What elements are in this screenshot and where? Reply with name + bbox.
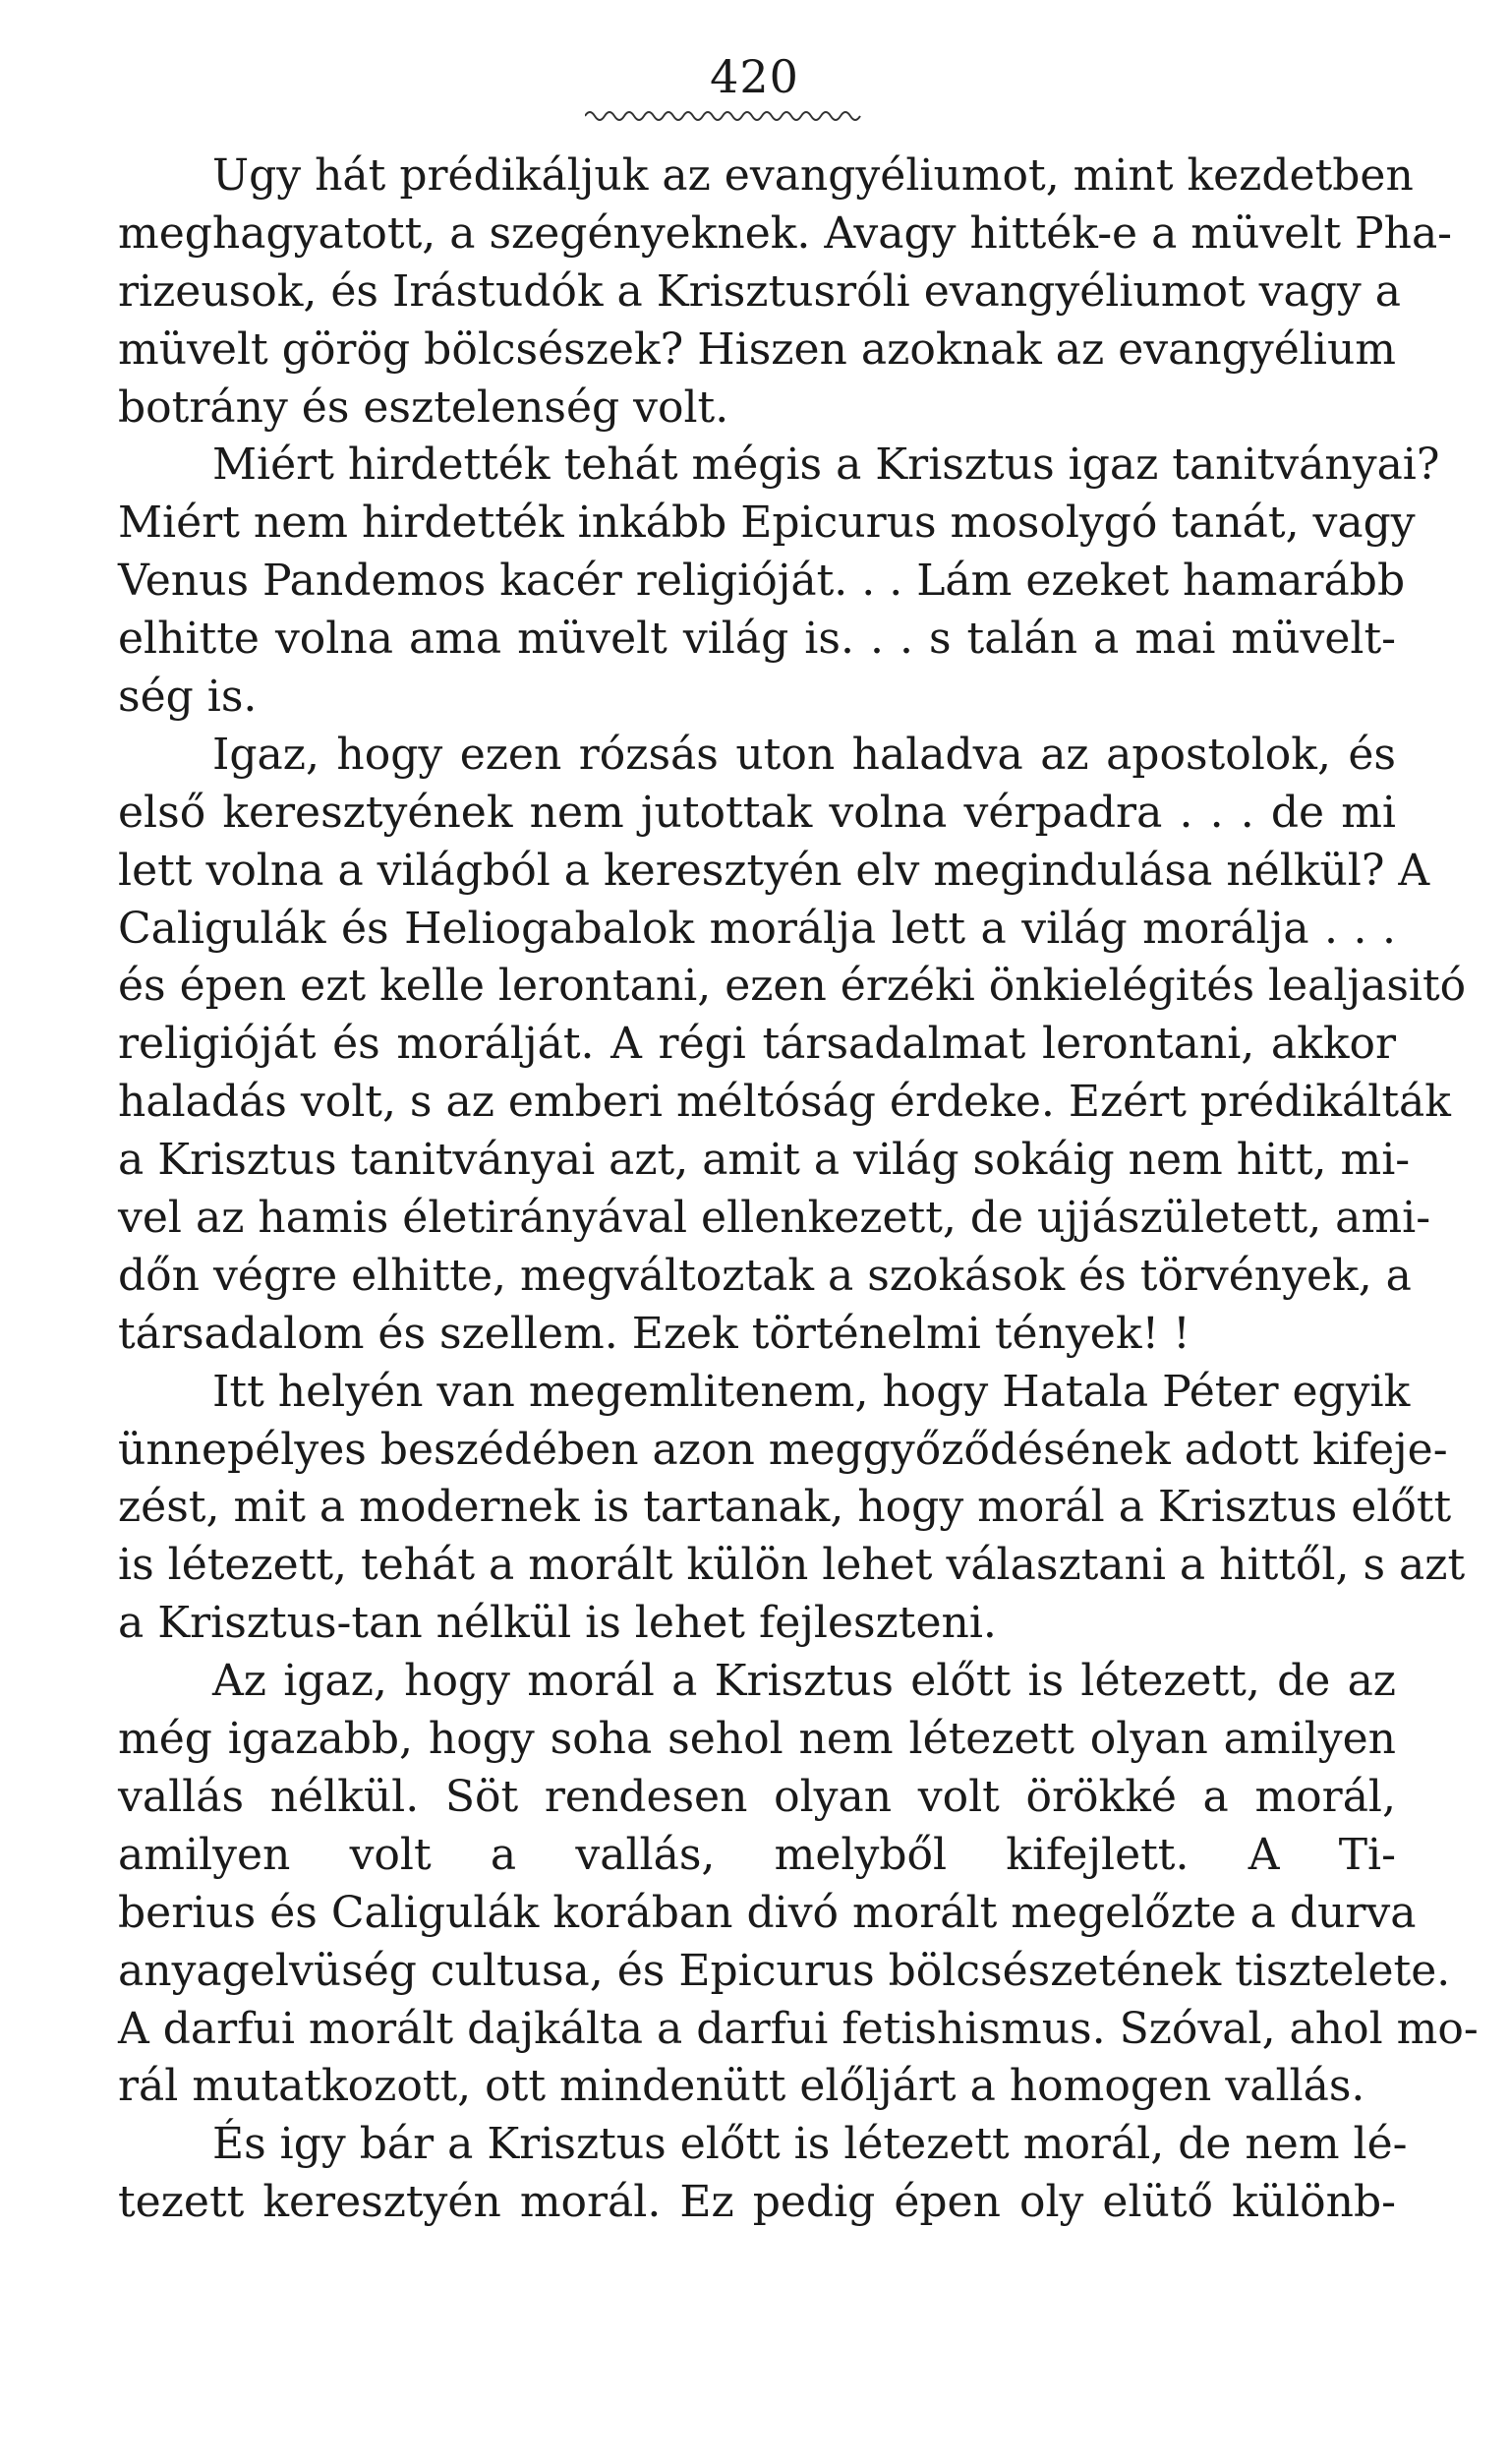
text-line: dőn végre elhitte, megváltoztak a szokások és törvények, a [118, 1250, 1412, 1301]
text-line: még igazabb, hogy soha sehol nem létezett olyan amilyen [118, 1714, 1396, 1765]
text-line: tezett keresztyén morál. Ez pedig épen oly elütő különb- [118, 2177, 1396, 2228]
text-line: És igy bár a Krisztus előtt is létezett morál, de nem lé- [212, 2119, 1408, 2170]
text-line: rizeusok, és Irástudók a Krisztusróli evangyéliumot vagy a [118, 265, 1401, 317]
text-line: Caligulák és Heliogabalok morálja lett a világ morálja . . . [118, 903, 1396, 954]
text-line: vel az hamis életirányával ellenkezett, de ujjászületett, ami- [118, 1193, 1431, 1244]
text-line: Az igaz, hogy morál a Krisztus előtt is létezett, de az [212, 1656, 1396, 1707]
page-number: 420 [710, 50, 799, 103]
text-line: müvelt görög bölcsészek? Hiszen azoknak az evangyélium [118, 323, 1396, 375]
text-line: és épen ezt kelle lerontani, ezen érzéki önkielégités lealjasitó [118, 961, 1467, 1012]
text-line: a Krisztus tanitványai azt, amit a világ sokáig nem hitt, mi- [118, 1135, 1411, 1186]
text-line: első keresztyének nem jutottak volna vérpadra . . . de mi [118, 787, 1396, 838]
text-line: Venus Pandemos kacér religióját. . . Lám ezeket hamarább [118, 556, 1406, 607]
text-line: társadalom és szellem. Ezek történelmi tények! ! [118, 1308, 1190, 1359]
text-line: vallás nélkül. Söt rendesen olyan volt örökké a morál, [118, 1771, 1396, 1822]
text-line: rál mutatkozott, ott mindenütt előljárt a homogen vallás. [118, 2061, 1365, 2112]
text-line: ünnepélyes beszédében azon meggyőződésének adott kifeje- [118, 1424, 1448, 1475]
text-line: Miért nem hirdették inkább Epicurus mosolygó tanát, vagy [118, 498, 1416, 549]
body-text [118, 147, 1479, 2232]
text-line: anyagelvüség cultusa, és Epicurus bölcsészetének tisztelete. [118, 1945, 1451, 1996]
text-line: amilyen volt a vallás, melyből kifejlett. A Ti- [118, 1829, 1396, 1880]
text-line: elhitte volna ama müvelt világ is. . . s talán a mai müvelt- [118, 614, 1396, 665]
text-line: lett volna a világból a keresztyén elv megindulása nélkül? A [118, 845, 1430, 896]
text-line: zést, mit a modernek is tartanak, hogy morál a Krisztus előtt [118, 1482, 1452, 1533]
text-line: berius és Caligulák korában divó morált megelőzte a durva [118, 1887, 1417, 1938]
text-line: haladás volt, s az emberi méltóság érdeke. Ezért prédikálták [118, 1077, 1451, 1128]
text-line: ség is. [118, 672, 258, 723]
text-line: Itt helyén van megemlitenem, hogy Hatala Péter egyik [212, 1366, 1411, 1417]
text-line: is létezett, tehát a morált külön lehet választani a hittől, s azt [118, 1540, 1466, 1591]
text-line: botrány és esztelenség volt. [118, 381, 729, 433]
text-line: Miért hirdették tehát mégis a Krisztus igaz tanitványai? [212, 440, 1440, 491]
text-line: A darfui morált dajkálta a darfui fetishismus. Szóval, ahol mo- [118, 2003, 1479, 2054]
text-line: Igaz, hogy ezen rózsás uton haladva az apostolok, és [212, 729, 1396, 780]
decorative-wavy-rule [585, 106, 862, 126]
text-line: meghagyatott, a szegényeknek. Avagy hitték-e a müvelt Pha- [118, 207, 1453, 259]
text-line: a Krisztus-tan nélkül is lehet fejleszteni. [118, 1598, 997, 1649]
text-line: religióját és morálját. A régi társadalmat lerontani, akkor [118, 1019, 1396, 1070]
text-line: Ugy hát prédikáljuk az evangyéliumot, mint kezdetben [212, 150, 1414, 201]
